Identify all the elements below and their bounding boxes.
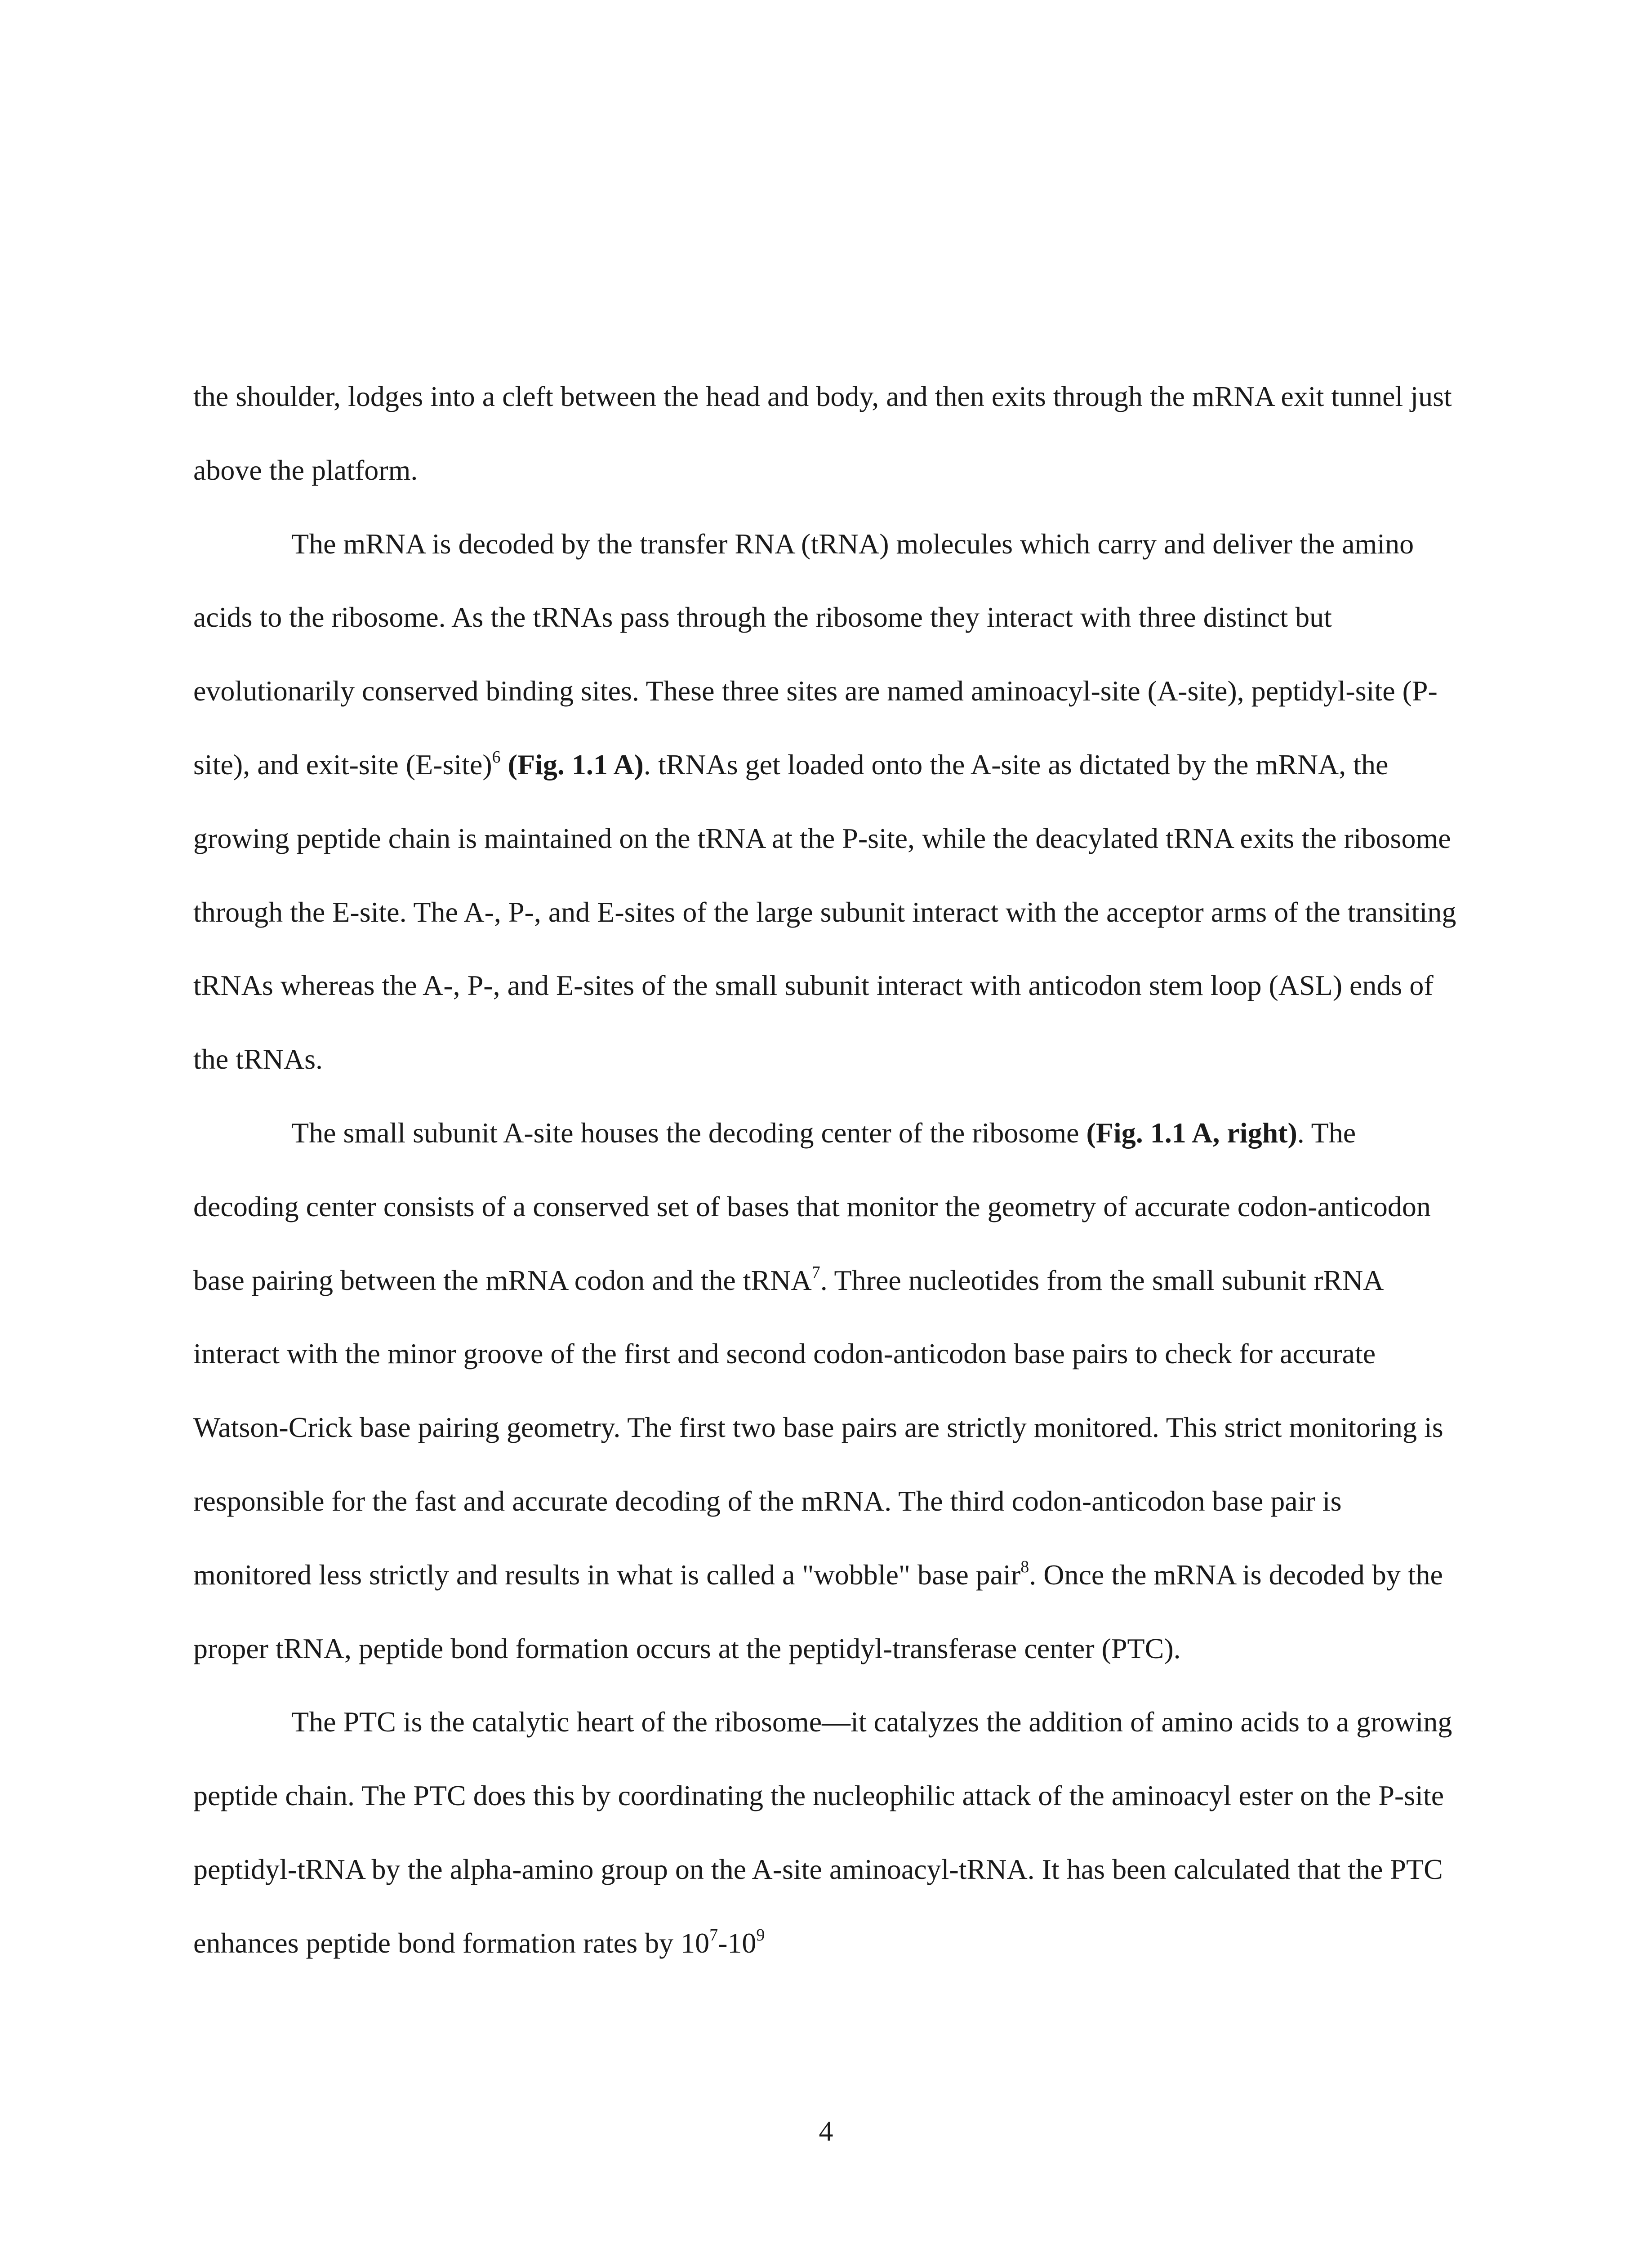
citation-superscript: 9: [756, 1926, 765, 1945]
body-text: [193, 360, 1461, 1980]
citation-superscript: 8: [1020, 1557, 1029, 1577]
paragraph: [193, 507, 1461, 1096]
text-run: the shoulder, lodges into a cleft between the head and body, and then exits through the mRNA exit tunnel just above the platform.: [193, 380, 1452, 486]
paragraph: [193, 1685, 1461, 1980]
text-run: . tRNAs get loaded onto the A-site as dictated by the mRNA, the growing peptide chain is maintained on the tRNA at the P-site, while the deacylated tRNA exits the ribosome through the E-site. The A-, P-, and E-sites of the large subunit interact with the acceptor arms of the transiting tRNAs whereas the A-, P-, and E-sites of the small subunit interact with anticodon stem loop (ASL) ends of the tRNAs.: [193, 748, 1456, 1075]
text-run: -10: [718, 1927, 757, 1959]
text-run: . The decoding center consists of a conserved set of bases that monitor the geometry of accurate codon-anticodon base pairing between the mRNA codon and the tRNA: [193, 1116, 1431, 1296]
citation-superscript: 7: [811, 1263, 820, 1282]
citation-superscript: 7: [709, 1926, 718, 1945]
figure-reference: (Fig. 1.1 A, right): [1086, 1116, 1297, 1149]
page-number: 4: [819, 2115, 833, 2147]
text-run: . Once the mRNA is decoded by the proper tRNA, peptide bond formation occurs at the peptidyl-transferase center (PTC).: [193, 1558, 1443, 1664]
text-run: The PTC is the catalytic heart of the ribosome—it catalyzes the addition of amino acids to a growing peptide chain. The PTC does this by coordinating the nucleophilic attack of the aminoacyl ester on the P-site peptidyl-tRNA by the alpha-amino group on the A-site aminoacyl-tRNA. It has been calculated that the PTC enhances peptide bond formation rates by 10: [193, 1706, 1452, 1959]
paragraph: [193, 1096, 1461, 1685]
figure-reference: (Fig. 1.1 A): [508, 748, 644, 781]
paragraph: [193, 360, 1461, 507]
text-run: The mRNA is decoded by the transfer RNA (tRNA) molecules which carry and deliver the amino acids to the ribosome. As the tRNAs pass through the ribosome they interact with three distinct but evolutionarily conserved binding sites. These three sites are named aminoacyl-site (A-site), peptidyl-site (P-site), and exit-site (E-site): [193, 527, 1438, 781]
text-run: . Three nucleotides from the small subunit rRNA interact with the minor groove of the first and second codon-anticodon base pairs to check for accurate Watson-Crick base pairing geometry. The first two base pairs are strictly monitored. This strict monitoring is responsible for the fast and accurate decoding of the mRNA. The third codon-anticodon base pair is monitored less strictly and results in what is called a "wobble" base pair: [193, 1264, 1443, 1591]
text-run: The small subunit A-site houses the decoding center of the ribosome: [291, 1116, 1086, 1149]
citation-superscript: 6: [492, 747, 501, 767]
text-run: [501, 749, 508, 781]
